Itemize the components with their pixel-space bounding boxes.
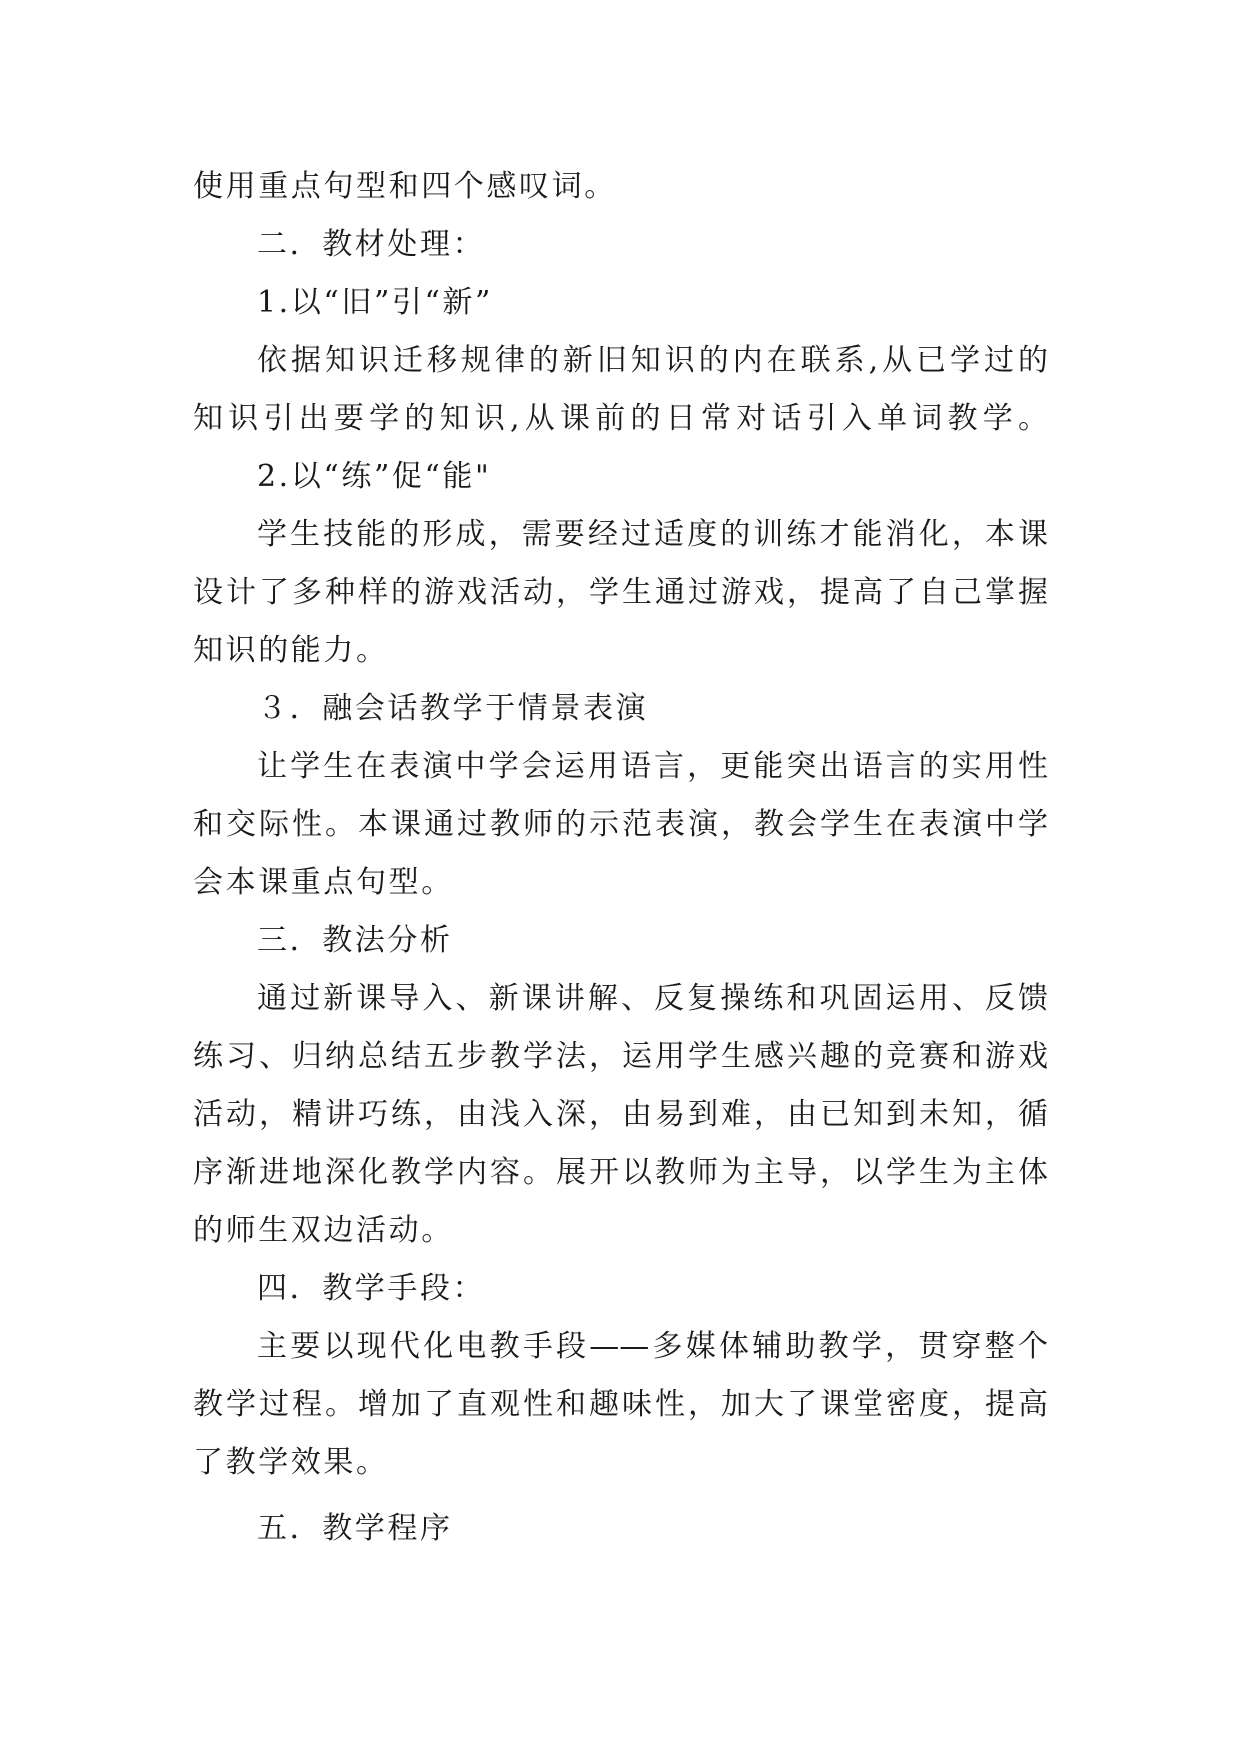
text-line: 了教学效果。 [193,1445,389,1480]
section-heading-teaching-method: 三．教法分析 [257,923,453,958]
text-line: 的师生双边活动。 [193,1213,454,1248]
text-line: 设计了多种样的游戏活动，学生通过游戏，提高了自己掌握 [193,575,1048,610]
text-line: 让学生在表演中学会运用语言，更能突出语言的实用性 [257,749,1048,784]
text-line: 通过新课导入、新课讲解、反复操练和巩固运用、反馈 [257,981,1048,1016]
text-line: 会本课重点句型。 [193,865,454,900]
subheading-practice-to-ability: 2.以“练”促“能" [257,459,492,494]
text-line: 教学过程。增加了直观性和趣味性，加大了课堂密度，提高 [193,1387,1048,1422]
section-heading-materials: 二．教材处理： [257,227,486,262]
document-body [193,158,1048,1558]
text-line: 和交际性。本课通过教师的示范表演，教会学生在表演中学 [193,807,1048,842]
section-heading-teaching-procedure: 五．教学程序 [257,1511,453,1546]
subheading-situational-performance: ３．融会话教学于情景表演 [257,691,649,726]
text-line: 使用重点句型和四个感叹词。 [193,169,617,204]
subheading-old-to-new: 1.以“旧”引“新” [257,285,493,320]
text-line: 知识引出要学的知识,从课前的日常对话引入单词教学。 [193,401,1048,436]
text-line: 主要以现代化电教手段——多媒体辅助教学，贯穿整个 [257,1329,1048,1364]
text-line: 依据知识迁移规律的新旧知识的内在联系,从已学过的 [257,343,1048,378]
text-line: 知识的能力。 [193,633,389,668]
text-line: 学生技能的形成，需要经过适度的训练才能消化，本课 [257,517,1048,552]
text-line: 活动，精讲巧练，由浅入深，由易到难，由已知到未知，循 [193,1097,1048,1132]
text-line: 序渐进地深化教学内容。展开以教师为主导，以学生为主体 [193,1155,1048,1190]
section-heading-teaching-means: 四．教学手段： [257,1271,486,1306]
text-line: 练习、归纳总结五步教学法，运用学生感兴趣的竞赛和游戏 [193,1039,1048,1074]
